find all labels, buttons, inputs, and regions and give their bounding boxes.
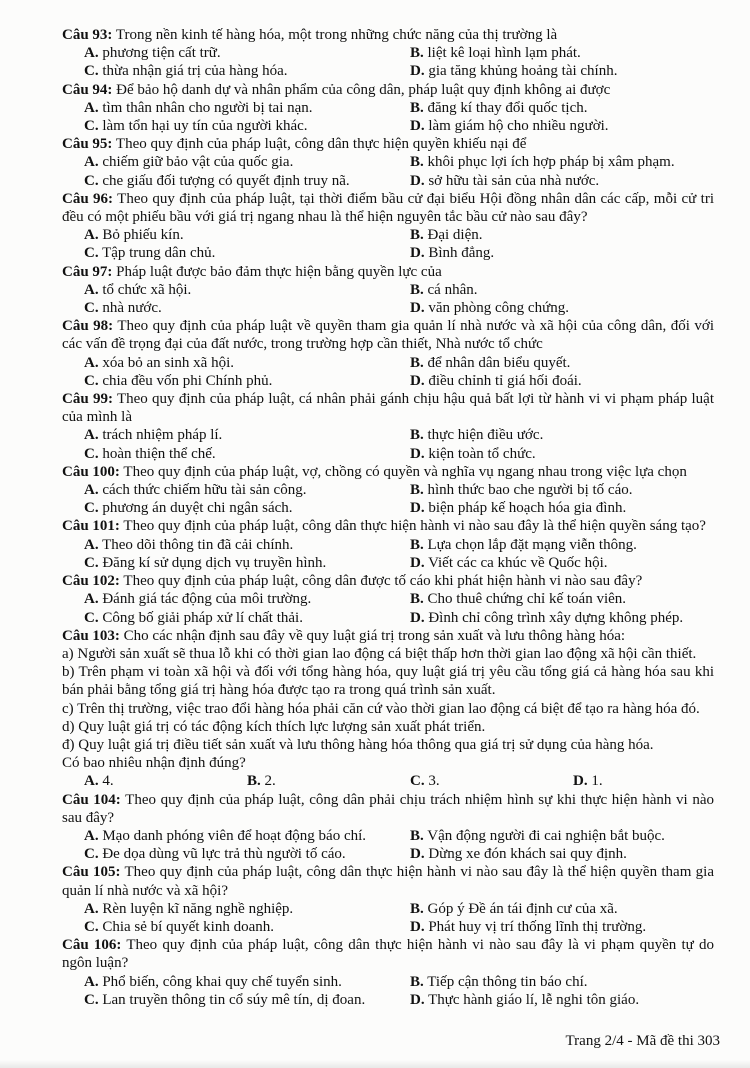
- option: D. Đình chỉ công trình xây dựng không phép.: [410, 609, 684, 626]
- option-letter: D.: [573, 773, 588, 790]
- question-number: Câu 93:: [62, 27, 113, 43]
- option-letter: D.: [410, 300, 425, 317]
- statement-line: d) Quy luật giá trị có tác động kích thích lực lượng sản xuất phát triển.: [62, 718, 486, 735]
- option-letter: B.: [410, 482, 424, 499]
- statement-line: đ) Quy luật giá trị điều tiết sản xuất và lưu thông hàng hóa thông qua giá trị sử dụng của hàng hóa.: [62, 736, 654, 753]
- option: C. Chia sẻ bí quyết kinh doanh.: [84, 918, 274, 935]
- option-letter: B.: [410, 354, 424, 371]
- option: A. trách nhiệm pháp lí.: [84, 427, 223, 444]
- option-letter: A.: [84, 536, 99, 553]
- question-text: Câu 98: Theo quy định của pháp luật về quyền tham gia quản lí nhà nước và xã hội của công dân, đối với các vấn đề trọng đại của đất nước, trong trường hợp cần thiết, Nhà nước tổ chức: [62, 318, 714, 353]
- question-block: [62, 936, 714, 1009]
- question-number: Câu 106:: [62, 937, 122, 954]
- option: B. liệt kê loại hình lạm phát.: [410, 45, 581, 62]
- options-grid: [62, 153, 714, 189]
- options-grid: [62, 99, 714, 135]
- option-letter: C.: [84, 846, 99, 863]
- option-letter: C.: [84, 554, 99, 571]
- question-text: Câu 96: Theo quy định của pháp luật, tại thời điểm bầu cử đại biểu Hội đồng nhân dân các cấp, mỗi cử tri đều có một phiếu bầu với giá trị ngang nhau là thể hiện nguyên tắc bầu cử nào sau đây?: [62, 190, 715, 226]
- page-footer: Trang 2/4 - Mã đề thi 303: [565, 1032, 720, 1049]
- options-grid: [62, 590, 714, 626]
- options-grid: [62, 281, 714, 317]
- option: A. chiếm giữ bảo vật của quốc gia.: [84, 154, 294, 171]
- question-block: [62, 190, 714, 263]
- question-block: [62, 463, 714, 518]
- option-letter: C.: [410, 773, 425, 790]
- option: D. Viết các ca khúc về Quốc hội.: [410, 554, 608, 571]
- question-text: Câu 101: Theo quy định của pháp luật, công dân thực hiện hành vi nào sau đây là thể hiện quyền sáng tạo?: [62, 518, 706, 535]
- option: A. Bỏ phiếu kín.: [84, 227, 184, 244]
- option: B. Đại diện.: [410, 227, 483, 244]
- question-block: [62, 390, 714, 463]
- option-letter: C.: [84, 300, 99, 317]
- option-letter: C.: [84, 609, 99, 626]
- option-letter: A.: [84, 227, 99, 244]
- question-number: Câu 99:: [62, 391, 113, 408]
- option: A. cách thức chiếm hữu tài sản công.: [84, 482, 307, 499]
- option-letter: A.: [84, 482, 99, 499]
- scan-shadow: [0, 1060, 750, 1068]
- question-text: Câu 100: Theo quy định của pháp luật, vợ, chồng có quyền và nghĩa vụ ngang nhau trong việc lựa chọn: [62, 463, 687, 480]
- statement-line: b) Trên phạm vi toàn xã hội và đối với tổng hàng hóa, quy luật giá trị yêu cầu tổng giá cả hàng hóa sau khi bán phải bằng tổng giá trị hàng hóa được tạo ra trong quá trình sản xuất.: [62, 664, 714, 699]
- option-letter: D.: [410, 609, 425, 626]
- question-text: Câu 106: Theo quy định của pháp luật, công dân thực hiện hành vi nào sau đây là vi phạm quyền tự do ngôn luận?: [62, 937, 715, 972]
- question-number: Câu 96:: [62, 190, 114, 207]
- question-text: Câu 102: Theo quy định của pháp luật, công dân được tố cáo khi phát hiện hành vi nào sau đây?: [62, 573, 643, 590]
- option-letter: A.: [84, 154, 99, 171]
- option: C. Công bố giải pháp xử lí chất thải.: [84, 609, 303, 626]
- question-block: [62, 791, 714, 864]
- question-number: Câu 102:: [62, 573, 120, 590]
- option: B. để nhân dân biểu quyết.: [410, 354, 571, 371]
- question-text: Câu 99: Theo quy định của pháp luật, cá nhân phải gánh chịu hậu quả bất lợi từ hành vi vi phạm pháp luật của mình là: [62, 391, 714, 426]
- option-letter: A.: [84, 99, 99, 116]
- option: B. cá nhân.: [410, 281, 478, 298]
- options-grid: [62, 900, 714, 936]
- question-number: Câu 95:: [62, 136, 113, 153]
- question-text: Câu 94: Để bảo hộ danh dự và nhân phẩm của công dân, pháp luật quy định không ai được: [62, 81, 611, 98]
- question-number: Câu 97:: [62, 263, 113, 280]
- option: C. hoàn thiện thể chế.: [84, 445, 216, 462]
- option: A. xóa bỏ an sinh xã hội.: [84, 354, 234, 371]
- option: D. 1.: [573, 773, 603, 790]
- option: A. tìm thân nhân cho người bị tai nạn.: [84, 99, 313, 116]
- option: A. Theo dõi thông tin đã cải chính.: [84, 536, 294, 553]
- option-letter: D.: [410, 846, 425, 863]
- question-number: Câu 104:: [62, 791, 121, 808]
- options-grid: [62, 772, 714, 790]
- option: A. Mạo danh phóng viên để hoạt động báo chí.: [84, 827, 367, 844]
- option-letter: B.: [410, 900, 424, 917]
- option-letter: B.: [410, 99, 424, 116]
- options-grid: [62, 827, 714, 863]
- option: D. Bình đẳng.: [410, 245, 495, 262]
- option-letter: B.: [410, 827, 424, 844]
- option-letter: D.: [410, 554, 425, 571]
- option: B. Góp ý Đề án tái định cư của xã.: [410, 900, 618, 917]
- question-block: [62, 572, 714, 627]
- options-grid: [62, 354, 714, 390]
- options-grid: [62, 226, 714, 262]
- option: C. làm tổn hại uy tín của người khác.: [84, 118, 308, 135]
- option-letter: B.: [247, 773, 261, 790]
- option-letter: C.: [84, 118, 99, 135]
- option: B. đăng kí thay đổi quốc tịch.: [410, 99, 588, 116]
- option: D. biện pháp kế hoạch hóa gia đình.: [410, 500, 627, 517]
- option-letter: C.: [84, 918, 99, 935]
- option-letter: D.: [410, 918, 425, 935]
- question-number: Câu 101:: [62, 518, 120, 535]
- option-letter: D.: [410, 172, 425, 189]
- option-letter: B.: [410, 973, 424, 990]
- option-letter: C.: [84, 372, 99, 389]
- question-block: [62, 263, 714, 318]
- option-letter: A.: [84, 900, 99, 917]
- option: A. Phổ biến, công khai quy chế tuyển sinh.: [84, 973, 342, 990]
- question-number: Câu 98:: [62, 318, 114, 335]
- option-letter: A.: [84, 45, 99, 62]
- question-block: [62, 517, 714, 572]
- option-letter: C.: [84, 500, 99, 517]
- question-text: Câu 97: Pháp luật được bảo đảm thực hiện bằng quyền lực của: [62, 263, 442, 280]
- option: D. làm giám hộ cho nhiều người.: [410, 118, 609, 135]
- option: C. phương án duyệt chi ngân sách.: [84, 500, 293, 517]
- option: A. Đánh giá tác động của môi trường.: [84, 591, 312, 608]
- option-letter: A.: [84, 827, 99, 844]
- option-letter: B.: [410, 536, 424, 553]
- option: D. Thực hành giáo lí, lễ nghi tôn giáo.: [410, 991, 640, 1008]
- question-text: Câu 105: Theo quy định của pháp luật, công dân thực hiện hành vi nào sau đây là thể hiện quyền tham gia quản lí nhà nước và xã hội?: [62, 864, 714, 899]
- option-letter: B.: [410, 427, 424, 444]
- option: D. gia tăng khủng hoảng tài chính.: [410, 63, 618, 80]
- option: C. Đăng kí sử dụng dịch vụ truyền hình.: [84, 554, 327, 571]
- option: C. Lan truyền thông tin cổ súy mê tín, dị đoan.: [84, 991, 366, 1008]
- option: C. 3.: [410, 773, 440, 790]
- option-letter: D.: [410, 500, 425, 517]
- option: A. tổ chức xã hội.: [84, 281, 192, 298]
- option: D. Dừng xe đón khách sai quy định.: [410, 846, 627, 863]
- question-number: Câu 105:: [62, 864, 121, 881]
- option-letter: D.: [410, 372, 425, 389]
- option: B. Lựa chọn lắp đặt mạng viễn thông.: [410, 536, 637, 553]
- question-text: Câu 93: Trong nền kinh tế hàng hóa, một trong những chức năng của thị trường là: [62, 27, 558, 43]
- option-letter: A.: [84, 973, 99, 990]
- option-letter: A.: [84, 427, 99, 444]
- option: C. thừa nhận giá trị của hàng hóa.: [84, 63, 288, 80]
- closing-question: Có bao nhiêu nhận định đúng?: [62, 755, 246, 772]
- option-letter: D.: [410, 118, 425, 135]
- option-letter: A.: [84, 354, 99, 371]
- option-letter: C.: [84, 245, 99, 262]
- option: C. chia đều vốn phi Chính phủ.: [84, 372, 273, 389]
- option-letter: B.: [410, 591, 424, 608]
- option: B. hình thức bao che người bị tố cáo.: [410, 482, 633, 499]
- question-block: [62, 81, 714, 136]
- option: A. Rèn luyện kĩ năng nghề nghiệp.: [84, 900, 294, 917]
- options-grid: [62, 481, 714, 517]
- option: D. điều chỉnh tỉ giá hối đoái.: [410, 372, 582, 389]
- option: A. 4.: [84, 773, 114, 790]
- option-letter: D.: [410, 245, 425, 262]
- question-text: Câu 104: Theo quy định của pháp luật, công dân phải chịu trách nhiệm hình sự khi thực hiện hành vi nào sau đây?: [62, 791, 715, 826]
- option-letter: A.: [84, 591, 99, 608]
- option-letter: C.: [84, 445, 99, 462]
- option-letter: B.: [410, 45, 424, 62]
- question-number: Câu 103:: [62, 627, 120, 644]
- option: A. phương tiện cất trữ.: [84, 45, 221, 62]
- option-letter: D.: [410, 445, 425, 462]
- option: D. văn phòng công chứng.: [410, 300, 569, 317]
- option-letter: A.: [84, 773, 99, 790]
- option: C. Tập trung dân chủ.: [84, 245, 216, 262]
- option-letter: C.: [84, 991, 99, 1008]
- option: D. Phát huy vị trí thống lĩnh thị trường.: [410, 918, 647, 935]
- option: B. 2.: [247, 773, 276, 790]
- option: B. khôi phục lợi ích hợp pháp bị xâm phạm.: [410, 154, 675, 171]
- options-grid: [62, 426, 714, 462]
- question-number: Câu 94:: [62, 81, 113, 98]
- option: B. thực hiện điều ước.: [410, 427, 544, 444]
- question-number: Câu 100:: [62, 463, 120, 480]
- option: D. kiện toàn tổ chức.: [410, 445, 536, 462]
- option: B. Tiếp cận thông tin báo chí.: [410, 973, 588, 990]
- option: B. Vận động người đi cai nghiện bắt buộc.: [410, 827, 665, 844]
- options-grid: [62, 44, 714, 80]
- options-grid: [62, 536, 714, 572]
- question-text: Câu 95: Theo quy định của pháp luật, công dân thực hiện quyền khiếu nại để: [62, 136, 527, 153]
- option: D. sở hữu tài sản của nhà nước.: [410, 172, 600, 189]
- options-grid: [62, 973, 714, 1009]
- option-letter: B.: [410, 154, 424, 171]
- option: B. Cho thuê chứng chỉ kế toán viên.: [410, 591, 627, 608]
- option: C. Đe dọa dùng vũ lực trả thù người tố cáo.: [84, 846, 346, 863]
- question-block: [62, 135, 714, 190]
- question-block: [62, 26, 714, 81]
- statement-line: a) Người sản xuất sẽ thua lỗ khi có thời gian lao động cá biệt thấp hơn thời gian lao động xã hội cần thiết.: [62, 645, 697, 662]
- option-letter: D.: [410, 63, 425, 80]
- option: C. che giấu đối tượng có quyết định truy nã.: [84, 172, 350, 189]
- question-block: [62, 317, 714, 390]
- question-text: Câu 103: Cho các nhận định sau đây về quy luật giá trị trong sản xuất và lưu thông hàng hóa:: [62, 627, 626, 644]
- option-letter: C.: [84, 172, 99, 189]
- option-letter: B.: [410, 281, 424, 298]
- option: C. nhà nước.: [84, 300, 162, 317]
- question-list: [62, 26, 714, 1009]
- option-letter: B.: [410, 227, 424, 244]
- option-letter: A.: [84, 281, 99, 298]
- question-block: [62, 627, 714, 791]
- option-letter: D.: [410, 991, 425, 1008]
- statement-line: c) Trên thị trường, việc trao đổi hàng hóa phải căn cứ vào thời gian lao động cá biệt để tạo ra hàng hóa đó.: [62, 700, 700, 717]
- option-letter: C.: [84, 63, 99, 80]
- question-block: [62, 863, 714, 936]
